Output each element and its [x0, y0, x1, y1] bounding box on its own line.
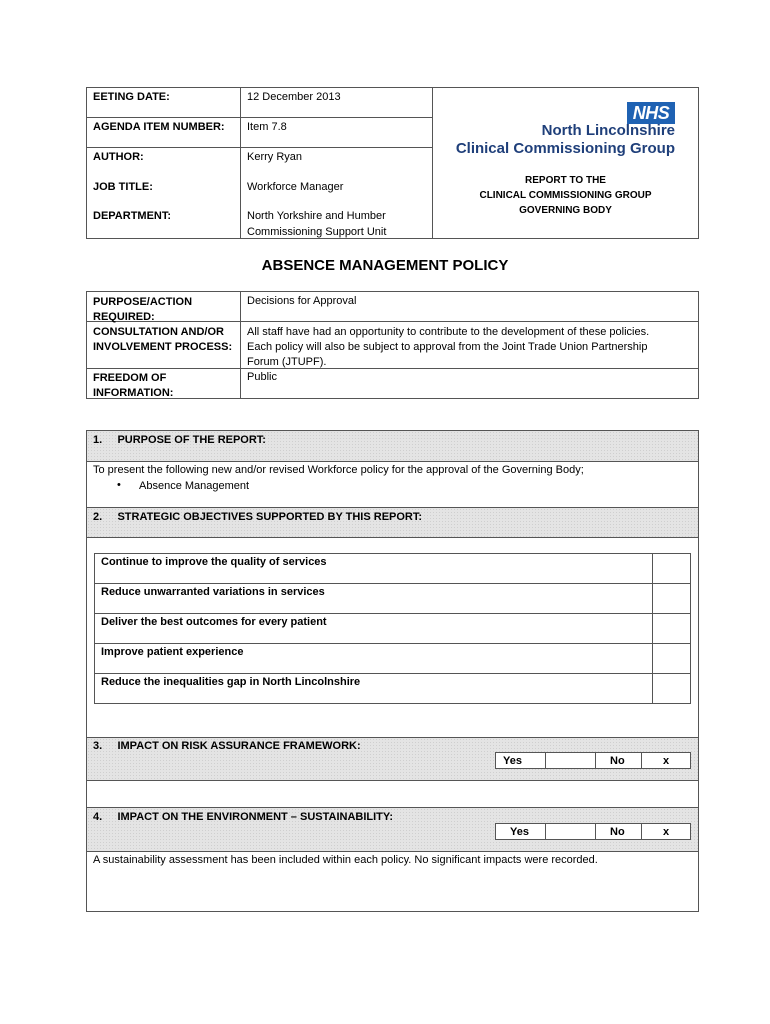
report-to-block — [433, 173, 698, 218]
foi-label-line1: FREEDOM OF — [93, 372, 167, 384]
department-label: DEPARTMENT: — [93, 210, 172, 222]
objective-item: Reduce unwarranted variations in services — [101, 586, 325, 598]
section4-title: 4. IMPACT ON THE ENVIRONMENT – SUSTAINABILITY: — [93, 811, 394, 823]
foi-value: Public — [247, 371, 277, 383]
nhs-logo: NHS — [627, 102, 675, 124]
section2-title: 2. STRATEGIC OBJECTIVES SUPPORTED BY THIS REPORT: — [93, 511, 423, 523]
section3-no: No — [610, 755, 625, 767]
job-title-label: JOB TITLE: — [93, 181, 153, 193]
org-name-line2: Clinical Commissioning Group — [455, 140, 675, 157]
section3-title: 3. IMPACT ON RISK ASSURANCE FRAMEWORK: — [93, 740, 361, 752]
objective-item: Continue to improve the quality of services — [101, 556, 327, 568]
consultation-value — [247, 325, 649, 370]
section4-yes: Yes — [510, 826, 529, 838]
report-line1: REPORT TO THE — [525, 175, 606, 186]
section4-no: No — [610, 826, 625, 838]
agenda-item-label: AGENDA ITEM NUMBER: — [93, 121, 225, 133]
section4-text: A sustainability assessment has been included within each policy. No significant impacts were recorded. — [93, 854, 598, 866]
purpose-value: Decisions for Approval — [247, 295, 357, 307]
section3-options — [495, 752, 691, 769]
purpose-label — [93, 295, 192, 325]
section4-mark: x — [663, 826, 670, 838]
bullet-icon: • — [117, 479, 121, 491]
policy-title: ABSENCE MANAGEMENT POLICY — [261, 257, 509, 274]
section1-bullet-item: Absence Management — [139, 480, 250, 492]
department-value-line1: North Yorkshire and Humber — [247, 210, 386, 222]
agenda-item-value: Item 7.8 — [247, 121, 287, 133]
consultation-line2: Each policy will also be subject to approval from the Joint Trade Union Partnership — [247, 341, 648, 353]
section1-text: To present the following new and/or revised Workforce policy for the approval of the Governing Body; — [93, 464, 584, 476]
consultation-label-line1: CONSULTATION AND/OR — [93, 326, 224, 338]
section1-title: 1. PURPOSE OF THE REPORT: — [93, 434, 266, 446]
consultation-label-line2: INVOLVEMENT PROCESS: — [93, 341, 233, 353]
objective-item: Deliver the best outcomes for every patient — [101, 616, 327, 628]
objective-item: Reduce the inequalities gap in North Lincolnshire — [101, 676, 361, 688]
meeting-date-label: EETING DATE: — [93, 91, 170, 103]
org-name-line1: North Lincolnshire — [541, 122, 675, 139]
author-value: Kerry Ryan — [247, 151, 303, 163]
consultation-line1: All staff have had an opportunity to contribute to the development of these policies. — [247, 326, 650, 338]
report-line3: GOVERNING BODY — [519, 205, 612, 216]
foi-label-line2: INFORMATION: — [93, 387, 174, 399]
meeting-date-value: 12 December 2013 — [247, 91, 341, 103]
section3-mark: x — [663, 755, 670, 767]
objective-item: Improve patient experience — [101, 646, 244, 658]
purpose-label-line1: PURPOSE/ACTION — [93, 296, 193, 308]
purpose-label-line2: REQUIRED: — [93, 311, 155, 323]
consultation-label — [93, 325, 232, 355]
report-line2: CLINICAL COMMISSIONING GROUP — [479, 190, 652, 201]
foi-label — [93, 371, 173, 401]
department-value-line2: Commissioning Support Unit — [247, 226, 387, 238]
job-title-value: Workforce Manager — [247, 181, 344, 193]
author-label: AUTHOR: — [93, 151, 144, 163]
consultation-line3: Forum (JTUPF). — [247, 356, 327, 368]
section3-yes: Yes — [503, 755, 522, 767]
